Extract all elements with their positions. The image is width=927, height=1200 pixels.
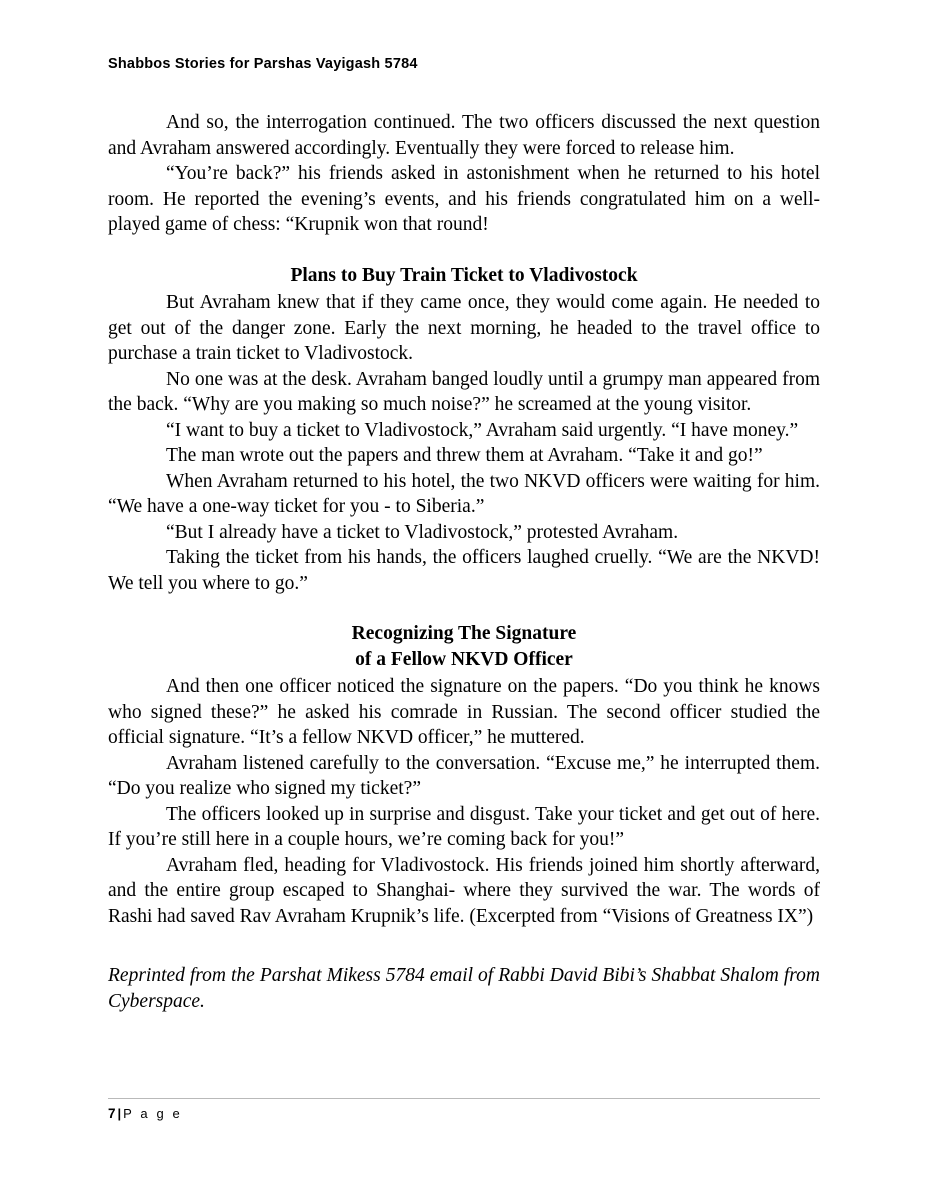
paragraph: “I want to buy a ticket to Vladivostock,” Avraham said urgently. “I have money.”: [166, 419, 799, 441]
paragraph: Avraham fled, heading for Vladivostock. His friends joined him shortly afterward, and the entire group escaped to Shanghai- where they survived the war. The words of Rashi had saved Rav Avraham Krupnik’s life. (Excerpted from “Visions of Greatness IX”): [108, 854, 820, 927]
page-footer: [108, 1106, 820, 1121]
spacer: [108, 929, 820, 963]
section-heading-plans: Plans to Buy Train Ticket to Vladivostock: [290, 264, 638, 286]
body-text: [108, 110, 820, 1014]
paragraph: The officers looked up in surprise and disgust. Take your ticket and get out of here. If you’re still here in a couple hours, we’re coming back for you!”: [108, 803, 820, 850]
spacer: [108, 596, 820, 621]
paragraph: The man wrote out the papers and threw them at Avraham. “Take it and go!”: [166, 445, 763, 466]
paragraph: Taking the ticket from his hands, the officers laughed cruelly. “We are the NKVD! We tell you where to go.”: [108, 547, 820, 594]
footer-page-word: P a g e: [123, 1106, 183, 1121]
paragraph: No one was at the desk. Avraham banged loudly until a grumpy man appeared from the back. “Why are you making so much noise?” he screamed at the young visitor.: [108, 368, 820, 415]
page-content: [108, 0, 820, 1014]
page-number: 7: [108, 1106, 116, 1121]
paragraph: But Avraham knew that if they came once, they would come again. He needed to get out of the danger zone. Early the next morning, he headed to the travel office to purchase a train ticket to Vladivostock.: [108, 292, 820, 364]
paragraph: “But I already have a ticket to Vladivostock,” protested Avraham.: [166, 521, 679, 543]
section-heading-recognizing-line2: of a Fellow NKVD Officer: [355, 648, 573, 670]
reprint-credit: Reprinted from the Parshat Mikess 5784 email of Rabbi David Bibi’s Shabbat Shalom from Cyberspace.: [108, 965, 820, 1012]
spacer: [108, 238, 820, 263]
paragraph: And then one officer noticed the signature on the papers. “Do you think he knows who signed these?” he asked his comrade in Russian. The second officer studied the official signature. “It’s a fellow NKVD officer,” he muttered.: [108, 676, 820, 748]
paragraph: And so, the interrogation continued. The two officers discussed the next question and Avraham answered accordingly. Eventually they were forced to release him.: [108, 112, 820, 159]
footer-separator: |: [117, 1106, 122, 1121]
running-header: Shabbos Stories for Parshas Vayigash 5784: [108, 56, 418, 72]
section-heading-recognizing-line1: Recognizing The Signature: [351, 623, 577, 644]
paragraph: “You’re back?” his friends asked in astonishment when he returned to his hotel room. He reported the evening’s events, and his friends congratulated him on a well-played game of chess: “Krupnik won that round!: [108, 163, 820, 235]
paragraph: Avraham listened carefully to the conversation. “Excuse me,” he interrupted them. “Do you realize who signed my ticket?”: [108, 752, 820, 799]
paragraph: When Avraham returned to his hotel, the two NKVD officers were waiting for him. “We have a one-way ticket for you - to Siberia.”: [108, 470, 820, 517]
footer-divider: [108, 1098, 820, 1099]
